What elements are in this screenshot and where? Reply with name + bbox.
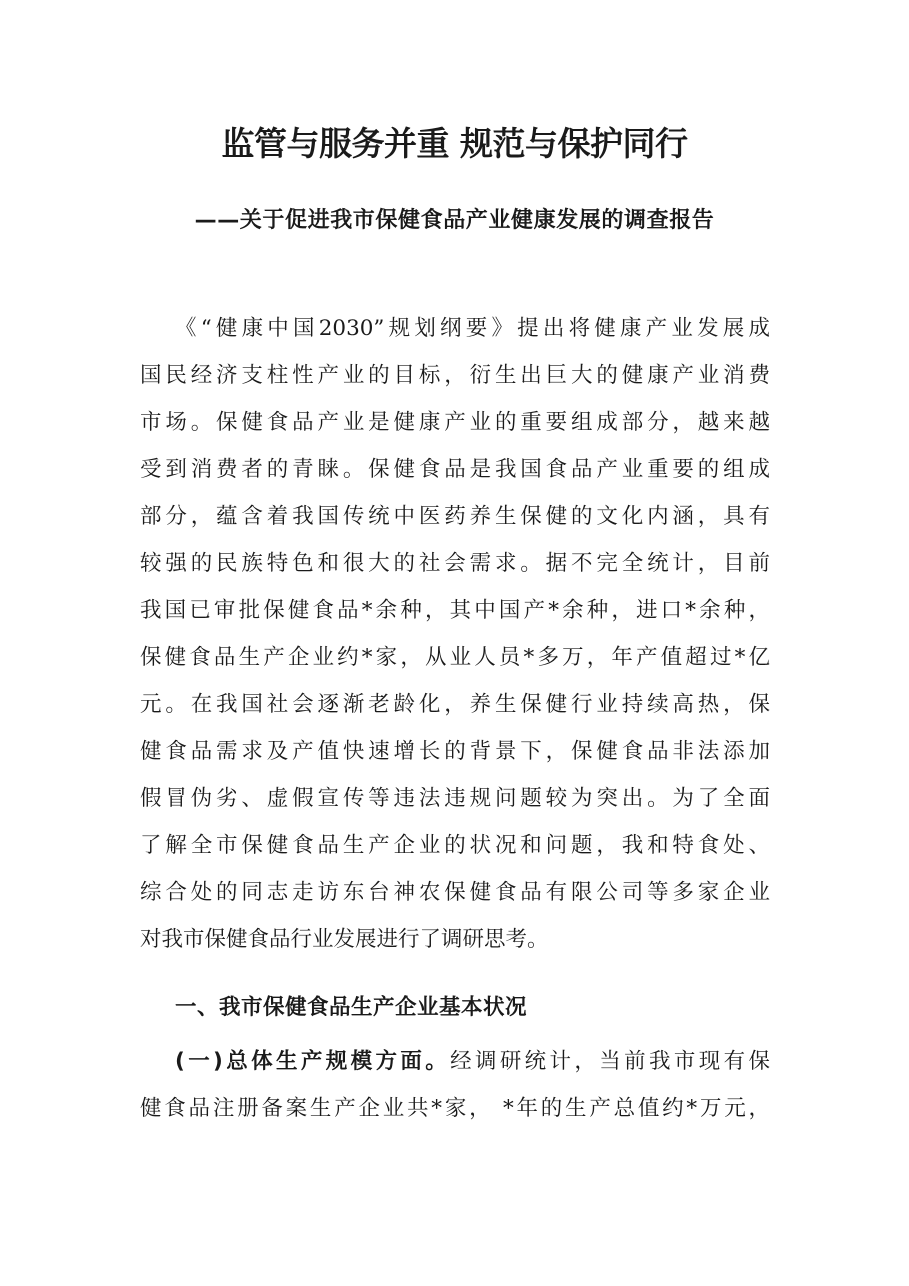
- paragraph-line: 保健食品生产企业约*家，从业人员*多万，年产值超过*亿: [140, 645, 770, 670]
- subsection-text: 经调研统计，当前我市现有保: [450, 1049, 770, 1074]
- paragraph-line: 元。在我国社会逐渐老龄化，养生保健行业持续高热，保: [140, 692, 770, 717]
- paragraph-line: 假冒伪劣、虚假宣传等违法违规问题较为突出。为了全面: [140, 786, 770, 811]
- paragraph-line: 国民经济支柱性产业的目标，衍生出巨大的健康产业消费: [140, 363, 770, 388]
- document-title: 监管与服务并重 规范与保护同行: [221, 124, 688, 163]
- paragraph-line: 部分，蕴含着我国传统中医药养生保健的文化内涵，具有: [140, 504, 770, 529]
- document-subtitle: ——关于促进我市保健食品产业健康发展的调查报告: [194, 208, 715, 233]
- paragraph-line: 市场。保健食品产业是健康产业的重要组成部分，越来越: [140, 410, 770, 435]
- subsection-heading: (一)总体生产规模方面。: [175, 1049, 451, 1074]
- paragraph-line: 受到消费者的青睐。保健食品是我国食品产业重要的组成: [140, 457, 770, 482]
- paragraph-line: 较强的民族特色和很大的社会需求。据不完全统计，目前: [140, 551, 770, 576]
- paragraph-line: 《“健康中国2030”规划纲要》提出将健康产业发展成: [175, 316, 770, 341]
- paragraph-line: 健食品注册备案生产企业共*家， *年的生产总值约*万元，: [140, 1096, 770, 1121]
- paragraph-line: 综合处的同志走访东台神农保健食品有限公司等多家企业: [140, 880, 770, 905]
- paragraph-line: 健食品需求及产值快速增长的背景下，保健食品非法添加: [140, 739, 770, 764]
- subsection-line: [175, 1042, 770, 1082]
- paragraph-line: 了解全市保健食品生产企业的状况和问题，我和特食处、: [140, 833, 770, 858]
- paragraph-line: 我国已审批保健食品*余种，其中国产*余种，进口*余种，: [140, 598, 770, 623]
- paragraph-line: 对我市保健食品行业发展进行了调研思考。: [140, 927, 549, 952]
- section-heading: 一、我市保健食品生产企业基本状况: [175, 995, 528, 1020]
